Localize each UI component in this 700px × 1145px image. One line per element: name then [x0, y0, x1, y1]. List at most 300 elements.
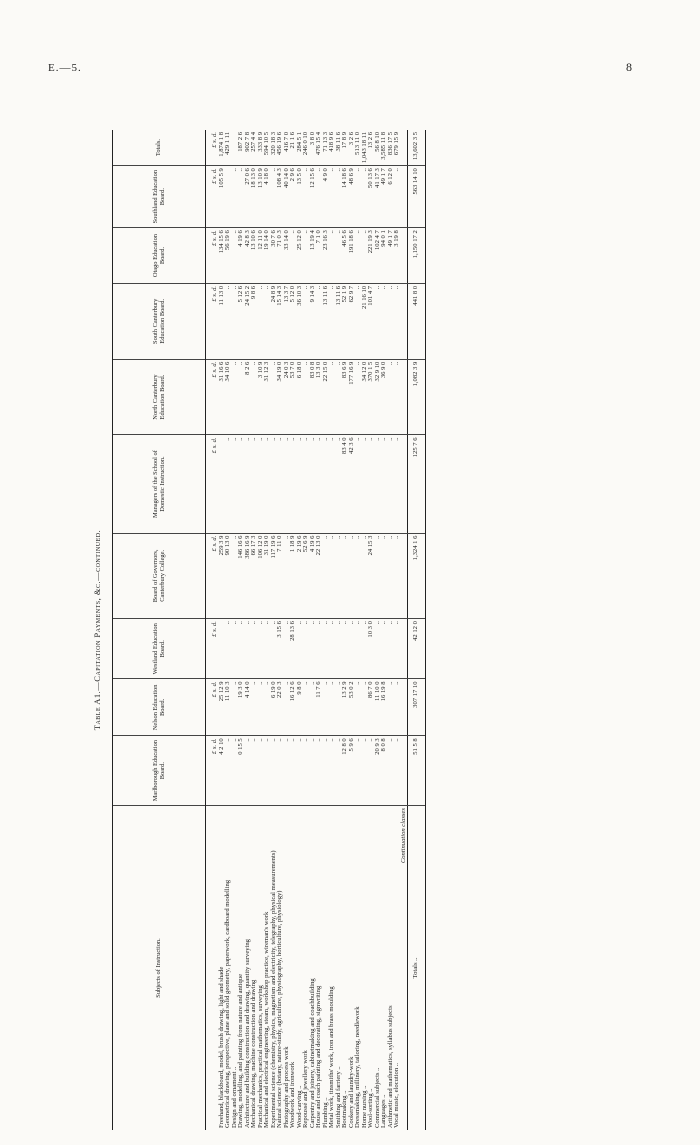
row-total-cell: 3 2 6 — [349, 130, 356, 166]
value-cell: .. — [284, 679, 291, 736]
value-cell: .. — [251, 679, 258, 736]
value-cell: 7 11 0 — [277, 533, 284, 619]
value-cell: .. — [329, 359, 336, 435]
value-cell: 6 18 0 — [297, 359, 304, 435]
value-cell: 4 2 10 — [219, 736, 226, 806]
value-cell: .. — [232, 619, 239, 679]
subject-cell: Freehand, blackboard, model, brush drawing, light and shade — [217, 966, 225, 1128]
value-cell: 22 13 0 — [316, 533, 323, 619]
empty-cell — [401, 359, 408, 435]
value-cell: .. — [323, 679, 330, 736]
subject-cell: Bootmaking .. — [341, 1090, 348, 1128]
value-cell: .. — [303, 679, 310, 736]
value-cell: .. — [232, 359, 239, 435]
row-total-cell: 284 5 1 — [297, 130, 304, 166]
value-cell: .. — [303, 619, 310, 679]
value-cell: 3 15 6 — [277, 619, 284, 679]
value-cell: .. — [388, 619, 395, 679]
value-cell: .. — [375, 283, 382, 359]
value-cell: .. — [394, 435, 401, 533]
value-cell: .. — [323, 619, 330, 679]
row-total-cell: 513 11 0 — [355, 130, 362, 166]
value-cell: .. — [388, 283, 395, 359]
value-cell: .. — [362, 679, 369, 736]
unit-label: £ s. d. — [206, 130, 219, 166]
empty-cell — [401, 228, 408, 284]
value-cell: .. — [388, 736, 395, 806]
value-cell: 6 12 0 — [388, 166, 395, 228]
subject-cell: Commercial subjects .. — [373, 1067, 381, 1128]
value-cell: 259 3 9 — [219, 533, 226, 619]
value-cell: .. — [284, 435, 291, 533]
subject-cell: Architecture and building construction and drawing, quantity surveying — [243, 939, 251, 1128]
value-cell: .. — [355, 679, 362, 736]
subject-cell: Plumbing .. — [321, 1097, 329, 1128]
total-cell: 307 17 10 — [408, 679, 426, 736]
value-cell: 42 3 6 — [349, 435, 356, 533]
value-cell: .. — [316, 166, 323, 228]
value-cell: .. — [349, 619, 356, 679]
totals-column-header: Totals. — [113, 130, 206, 166]
value-cell: 94 0 1 — [381, 228, 388, 284]
value-cell: .. — [284, 619, 291, 679]
value-cell: 53 7 0 — [290, 359, 297, 435]
value-cell: .. — [368, 736, 375, 806]
row-total-cell: 71 13 3 — [323, 130, 330, 166]
value-cell: .. — [394, 166, 401, 228]
value-cell: 46 5 6 — [342, 228, 349, 284]
empty-cell — [401, 619, 408, 679]
value-cell: .. — [303, 166, 310, 228]
value-cell: .. — [232, 228, 239, 284]
value-cell: .. — [368, 435, 375, 533]
value-cell: 21 16 10 — [362, 283, 369, 359]
value-cell: 3 10 9 — [258, 359, 265, 435]
value-cell: 11 7 6 — [316, 679, 323, 736]
value-cell: 25 12 0 — [297, 228, 304, 284]
value-cell: 18 13 0 — [251, 166, 258, 228]
total-cell: 563 14 10 — [408, 166, 426, 228]
row-total-cell: 476 15 4 — [316, 130, 323, 166]
value-cell: .. — [303, 228, 310, 284]
report-reference: E.—5. — [48, 62, 82, 74]
subject-cell: Smithing and farriery .. — [334, 1066, 342, 1128]
value-cell: .. — [388, 435, 395, 533]
row-total-cell: 456 19 6 — [277, 130, 284, 166]
row-total-cell: 187 2 6 — [238, 130, 245, 166]
value-cell: 24 15 2 — [245, 283, 252, 359]
row-total-cell: 333 8 9 — [258, 130, 265, 166]
value-cell: 8 0 8 — [381, 736, 388, 806]
subject-cell: Cookery and laundry-work — [347, 1056, 355, 1128]
unit-label: £ s. d. — [206, 283, 219, 359]
total-cell: 1,324 1 6 — [408, 533, 426, 619]
value-cell: .. — [251, 736, 258, 806]
empty-cell — [401, 283, 408, 359]
value-cell: .. — [362, 533, 369, 619]
unit-label: £ s. d. — [206, 435, 219, 533]
value-cell: .. — [375, 533, 382, 619]
value-cell: 9 8 0 — [297, 679, 304, 736]
value-cell: 90 13 0 — [225, 533, 232, 619]
value-cell: 11 10 3 — [225, 679, 232, 736]
subject-cell: Drawing, modelling, and painting from nature and antique — [237, 974, 244, 1128]
value-cell: .. — [329, 619, 336, 679]
value-cell: 31 12 3 — [264, 359, 271, 435]
value-cell: 106 12 0 — [258, 533, 265, 619]
value-cell: .. — [238, 166, 245, 228]
value-cell: .. — [375, 619, 382, 679]
row-total-cell: 679 15 9 — [394, 130, 401, 166]
value-cell: .. — [329, 736, 336, 806]
value-cell: .. — [388, 359, 395, 435]
value-cell: .. — [355, 736, 362, 806]
value-cell: .. — [381, 435, 388, 533]
value-cell: .. — [394, 619, 401, 679]
value-cell: .. — [290, 228, 297, 284]
value-cell: 36 9 0 — [381, 359, 388, 435]
value-cell: .. — [381, 619, 388, 679]
value-cell: 13 5 0 — [297, 166, 304, 228]
value-cell: .. — [238, 359, 245, 435]
value-cell: .. — [329, 283, 336, 359]
value-cell: 13 19 4 — [310, 228, 317, 284]
value-cell: .. — [271, 736, 278, 806]
value-cell: 2 19 6 — [297, 533, 304, 619]
subject-cell: Wool-sorting .. — [367, 1088, 374, 1128]
value-cell: 56 19 6 — [225, 228, 232, 284]
value-cell: .. — [225, 736, 232, 806]
value-cell: .. — [342, 619, 349, 679]
value-cell: .. — [336, 359, 343, 435]
total-cell: 125 7 6 — [408, 435, 426, 533]
value-cell: .. — [258, 619, 265, 679]
value-cell: 4 18 0 — [264, 166, 271, 228]
value-cell: 370 1 5 — [368, 359, 375, 435]
value-cell: 40 14 0 — [284, 166, 291, 228]
value-cell: .. — [336, 533, 343, 619]
row-total-cell: 418 9 6 — [329, 130, 336, 166]
subject-cell: Mechanical drawing, machine construction and drawing — [250, 979, 257, 1128]
value-cell: .. — [258, 435, 265, 533]
subject-cell: Languages .. — [380, 1094, 387, 1128]
value-cell: .. — [303, 283, 310, 359]
value-cell: 86 7 0 — [368, 679, 375, 736]
value-cell: .. — [323, 736, 330, 806]
row-total-cell: 320 18 3 — [271, 130, 278, 166]
value-cell: 146 16 6 — [238, 533, 245, 619]
column-header: South Canterbury Education Board. — [113, 283, 206, 359]
value-cell: .. — [271, 435, 278, 533]
value-cell: .. — [245, 435, 252, 533]
row-total-cell: 836 17 5 — [388, 130, 395, 166]
value-cell: .. — [284, 736, 291, 806]
value-cell: .. — [362, 435, 369, 533]
empty-cell — [401, 736, 408, 806]
value-cell: .. — [277, 435, 284, 533]
value-cell: 16 19 8 — [381, 679, 388, 736]
value-cell: 41 17 3 — [375, 166, 382, 228]
value-cell: 101 4 7 — [368, 283, 375, 359]
value-cell: .. — [303, 736, 310, 806]
value-cell: 7 1 0 — [316, 228, 323, 284]
value-cell: 33 14 0 — [284, 228, 291, 284]
value-cell: 12 8 0 — [342, 736, 349, 806]
row-total-cell: 416 7 0 — [284, 130, 291, 166]
value-cell: 71 0 3 — [277, 228, 284, 284]
value-cell: .. — [245, 736, 252, 806]
value-cell: 108 4 3 — [277, 166, 284, 228]
value-cell: .. — [336, 228, 343, 284]
value-cell: 5 9 6 — [349, 736, 356, 806]
value-cell: 191 18 6 — [349, 228, 356, 284]
value-cell: .. — [290, 736, 297, 806]
subject-cell: Mechanical and electrical engineering, steam, workshop practice, wireman's work — [263, 911, 270, 1128]
value-cell: 13 3 0 — [316, 359, 323, 435]
value-cell: 83 0 8 — [310, 359, 317, 435]
value-cell: 19 3 0 — [238, 679, 245, 736]
value-cell: .. — [355, 619, 362, 679]
value-cell: 42 8 3 — [245, 228, 252, 284]
value-cell: 83 4 0 — [342, 435, 349, 533]
value-cell: .. — [316, 736, 323, 806]
value-cell: .. — [355, 533, 362, 619]
value-cell: 19 14 0 — [264, 228, 271, 284]
value-cell: .. — [355, 359, 362, 435]
value-cell: 36 10 3 — [297, 283, 304, 359]
value-cell: .. — [336, 619, 343, 679]
value-cell: .. — [310, 679, 317, 736]
value-cell: 5 12 0 — [290, 283, 297, 359]
subject-cell: Practical mechanics, practical mathematics, surveying — [256, 985, 264, 1128]
value-cell: .. — [225, 619, 232, 679]
column-header: Southland Education Board. — [113, 166, 206, 228]
row-total-cell: 902 7 8 — [245, 130, 252, 166]
value-cell: .. — [232, 283, 239, 359]
value-cell: .. — [297, 435, 304, 533]
value-cell: 386 16 9 — [245, 533, 252, 619]
value-cell: 23 16 3 — [323, 228, 330, 284]
value-cell: .. — [362, 736, 369, 806]
value-cell: .. — [362, 166, 369, 228]
value-cell: .. — [388, 533, 395, 619]
subject-cell: House and coach painting and decorating, signwriting — [315, 985, 322, 1128]
total-cell: 1,082 3 9 — [408, 359, 426, 435]
value-cell: 15 14 3 — [277, 283, 284, 359]
value-cell: .. — [388, 679, 395, 736]
value-cell: 22 15 0 — [323, 359, 330, 435]
value-cell: .. — [238, 619, 245, 679]
value-cell: 16 12 6 — [290, 679, 297, 736]
value-cell: 12 15 6 — [310, 166, 317, 228]
column-header: North Canterbury Education Board. — [113, 359, 206, 435]
value-cell: .. — [355, 435, 362, 533]
bracket-note-row — [401, 130, 408, 1130]
value-cell: .. — [381, 283, 388, 359]
value-cell: .. — [336, 679, 343, 736]
value-cell: .. — [297, 736, 304, 806]
value-cell: .. — [284, 533, 291, 619]
value-cell: 8 2 6 — [245, 359, 252, 435]
value-cell: .. — [271, 166, 278, 228]
value-cell: .. — [394, 359, 401, 435]
subject-cell: Vocal music, elocution .. — [393, 1062, 400, 1128]
empty-cell — [401, 130, 408, 166]
value-cell: .. — [251, 619, 258, 679]
value-cell: 4 19 6 — [310, 533, 317, 619]
value-cell: .. — [264, 435, 271, 533]
unit-label: £ s. d. — [206, 166, 219, 228]
empty-cell — [401, 435, 408, 533]
unit-row — [206, 130, 219, 1130]
value-cell: 25 12 9 — [219, 679, 226, 736]
row-total-cell: 21 1 6 — [290, 130, 297, 166]
value-cell: .. — [271, 619, 278, 679]
value-cell: 13 11 6 — [336, 283, 343, 359]
value-cell: .. — [329, 533, 336, 619]
value-cell: 52 1 9 — [342, 283, 349, 359]
subject-cell: Carpentry and joinery, cabinetmaking and coachbuilding — [308, 978, 316, 1128]
row-total-cell: 429 1 11 — [225, 130, 232, 166]
unit-label: £ s. d. — [206, 619, 219, 679]
column-header: Nelson Education Board. — [113, 679, 206, 736]
value-cell: .. — [336, 166, 343, 228]
value-cell: 34 19 0 — [277, 359, 284, 435]
table-body — [206, 130, 408, 1130]
value-cell: .. — [329, 679, 336, 736]
value-cell: 66 17 3 — [251, 533, 258, 619]
value-cell: .. — [232, 166, 239, 228]
subject-cell: Metal work, tinsmiths' work, iron and brass moulding — [328, 986, 335, 1128]
value-cell: .. — [349, 533, 356, 619]
value-cell: 30 7 6 — [271, 228, 278, 284]
value-cell: 0 15 5 — [238, 736, 245, 806]
value-cell: .. — [238, 435, 245, 533]
value-cell: .. — [362, 619, 369, 679]
value-cell: .. — [232, 736, 239, 806]
value-cell: .. — [297, 619, 304, 679]
unit-label: £ s. d. — [206, 533, 219, 619]
value-cell: .. — [316, 283, 323, 359]
value-cell: .. — [323, 533, 330, 619]
value-cell: .. — [277, 736, 284, 806]
row-total-cell: 594 10 5 — [264, 130, 271, 166]
value-cell: .. — [342, 533, 349, 619]
value-cell: .. — [264, 736, 271, 806]
value-cell: .. — [258, 679, 265, 736]
value-cell: 10 3 0 — [368, 619, 375, 679]
subject-cell: Wood-carving .. — [295, 1085, 303, 1128]
value-cell: 13 10 6 — [251, 228, 258, 284]
row-total-cell: 56 8 10 — [375, 130, 382, 166]
unit-label: £ s. d. — [206, 736, 219, 806]
row-total-cell: 1,043 18 11 — [362, 130, 369, 166]
subject-cell: Woodwork and ironwork — [289, 1061, 296, 1128]
value-cell: 32 9 10 — [375, 359, 382, 435]
empty-cell — [401, 166, 408, 228]
value-cell: 52 6 9 — [303, 533, 310, 619]
value-cell: .. — [336, 736, 343, 806]
value-cell: .. — [245, 619, 252, 679]
empty-cell — [401, 679, 408, 736]
value-cell: 11 13 0 — [219, 283, 226, 359]
value-cell: 14 18 6 — [342, 166, 349, 228]
subject-cell: Natural science (botany, nature-study, agriculture, physiography, horticulture, physiology) — [276, 890, 283, 1128]
value-cell: .. — [251, 359, 258, 435]
value-cell: 49 1 7 — [388, 228, 395, 284]
value-cell: .. — [329, 435, 336, 533]
subject-cell: Photography and process work — [282, 1046, 290, 1128]
value-cell: .. — [381, 533, 388, 619]
grand-total-cell: 13,602 3 5 — [408, 130, 426, 166]
table-header-row — [113, 130, 206, 1130]
value-cell: .. — [323, 435, 330, 533]
value-cell: .. — [394, 679, 401, 736]
column-header: Otago Education Board. — [113, 228, 206, 284]
value-cell: .. — [394, 283, 401, 359]
column-header: Westland Education Board. — [113, 619, 206, 679]
row-total-cell: 17 8 9 — [342, 130, 349, 166]
value-cell: 134 15 6 — [219, 228, 226, 284]
value-cell: .. — [225, 283, 232, 359]
value-cell: 5 12 6 — [238, 283, 245, 359]
value-cell: .. — [290, 435, 297, 533]
unit-label: £ s. d. — [206, 228, 219, 284]
column-header: Marlborough Education Board. — [113, 736, 206, 806]
row-total-cell: 246 0 10 — [303, 130, 310, 166]
subject-cell: Design and ornament .. — [230, 1066, 238, 1128]
value-cell: .. — [355, 283, 362, 359]
value-cell: .. — [232, 435, 239, 533]
subject-column-header: Subjects of Instruction. — [113, 806, 206, 1131]
row-total-cell: 38 11 6 — [336, 130, 343, 166]
value-cell: 13 11 6 — [323, 283, 330, 359]
value-cell: 24 15 3 — [368, 533, 375, 619]
value-cell: .. — [264, 619, 271, 679]
subject-cell: Geometrical drawing, perspective, plane and solid geometry, paperwork, cardboard modelling — [224, 879, 231, 1128]
row-total-cell: 3,585 11 8 — [381, 130, 388, 166]
value-cell: .. — [310, 435, 317, 533]
value-cell: .. — [271, 359, 278, 435]
value-cell: 13 3 7 — [284, 283, 291, 359]
capitation-table — [112, 130, 426, 1130]
value-cell: .. — [258, 736, 265, 806]
value-cell: 48 6 9 — [349, 166, 356, 228]
total-cell: 1,150 17 2 — [408, 228, 426, 284]
value-cell: .. — [329, 166, 336, 228]
subject-cell: Repoussé and jewellery work — [302, 1050, 309, 1128]
value-cell: 221 19 3 — [368, 228, 375, 284]
value-cell: .. — [225, 435, 232, 533]
value-cell: 1 18 9 — [290, 533, 297, 619]
value-cell: 20 9 3 — [375, 736, 382, 806]
value-cell: 22 0 3 — [277, 679, 284, 736]
continuation-classes-note: Continuation classes — [399, 808, 407, 864]
value-cell: 11 10 0 — [375, 679, 382, 736]
subject-cell: Experimental science (chemistry, physics, magnetism and electricity, telegraphy, physical measurements) — [269, 850, 277, 1128]
value-cell: 31 16 6 — [219, 359, 226, 435]
value-cell: 34 12 0 — [362, 359, 369, 435]
value-cell: .. — [251, 435, 258, 533]
value-cell: 2 9 6 — [290, 166, 297, 228]
value-cell: 117 19 6 — [271, 533, 278, 619]
totals-label: Totals .. — [408, 806, 426, 1131]
value-cell: .. — [264, 679, 271, 736]
value-cell: 4 14 0 — [245, 679, 252, 736]
value-cell: .. — [264, 283, 271, 359]
value-cell: 24 8 9 — [271, 283, 278, 359]
value-cell: 105 5 9 — [219, 166, 226, 228]
